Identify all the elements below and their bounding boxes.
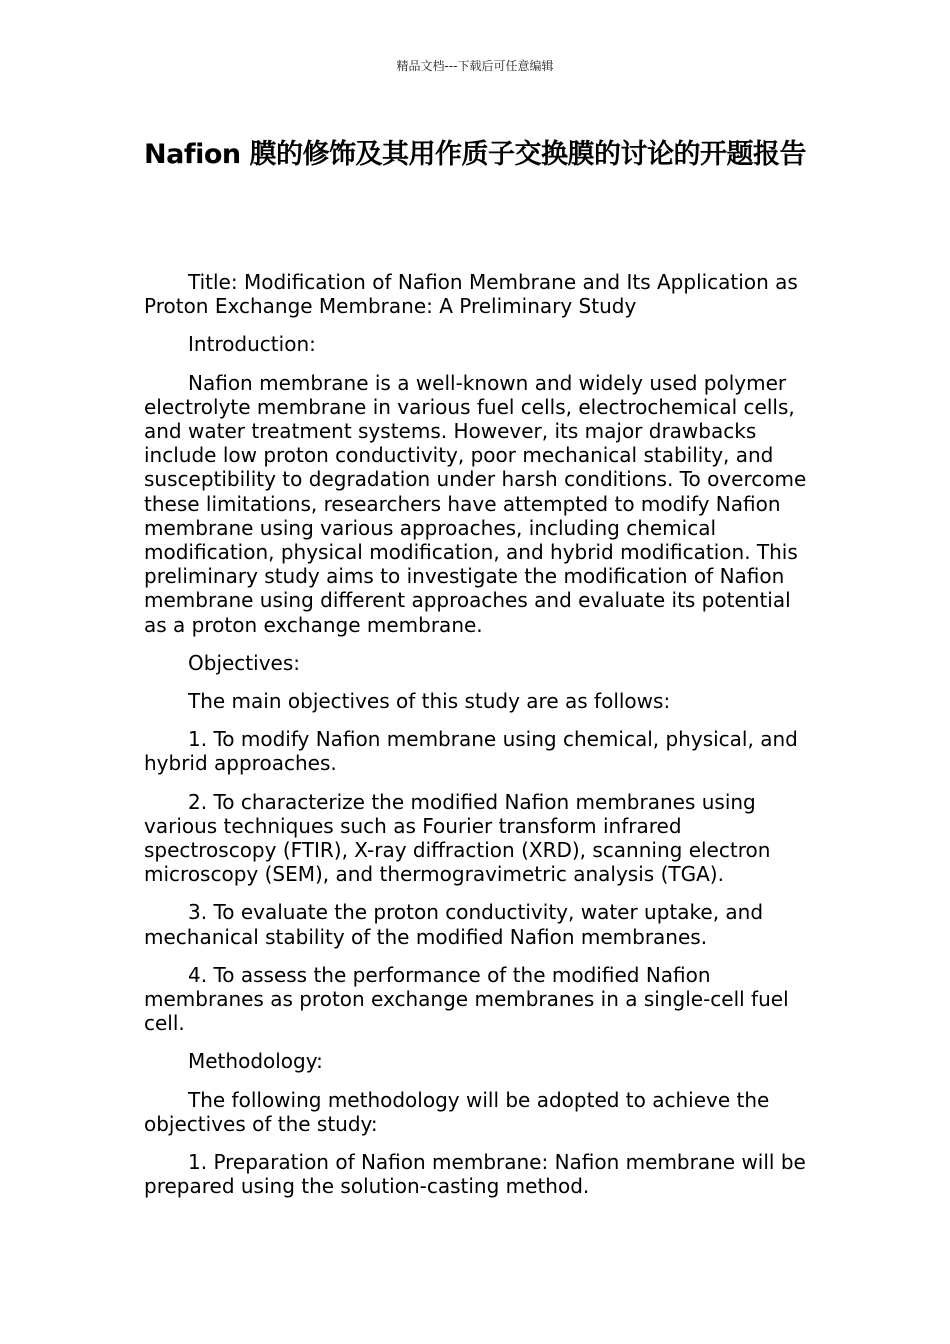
header-watermark: 精品文档---下载后可任意编辑 bbox=[396, 59, 554, 73]
heading-methodology: Methodology: bbox=[188, 1049, 323, 1074]
objective-item-3: 3. To evaluate the proton conductivity, water uptake, and mechanical stability of the modified Nafion membranes. bbox=[144, 900, 764, 949]
document-title: Nafion 膜的修饰及其用作质子交换膜的讨论的开题报告 bbox=[144, 139, 806, 170]
objective-item-1: 1. To modify Nafion membrane using chemical, physical, and hybrid approaches. bbox=[144, 727, 798, 776]
paragraph-title-line: Title: Modification of Nafion Membrane and Its Application as Proton Exchange Membrane: A Preliminary Study bbox=[144, 270, 798, 319]
document-body bbox=[144, 270, 808, 1213]
objective-item-4: 4. To assess the performance of the modified Nafion membranes as proton exchange membranes in a single-cell fuel cell. bbox=[144, 962, 789, 1036]
heading-objectives: Objectives: bbox=[188, 650, 300, 675]
paragraph-introduction: Nafion membrane is a well-known and widely used polymer electrolyte membrane in various fuel cells, electrochemical cells, and water treatment systems. However, its major drawbacks include low proton conductivity, poor mechanical stability, and susceptibility to degradation under harsh conditions. To overcome these limitations, researchers have attempted to modify Nafion membrane using various approaches, including chemical modification, physical modification, and hybrid modification. This preliminary study aims to investigate the modification of Nafion membrane using different approaches and evaluate its potential as a proton exchange membrane. bbox=[144, 370, 807, 637]
paragraph-methodology-intro: The following methodology will be adopted to achieve the objectives of the study: bbox=[144, 1087, 770, 1136]
methodology-item-1: 1. Preparation of Nafion membrane: Nafion membrane will be prepared using the solution-casting method. bbox=[144, 1150, 806, 1199]
objective-item-2: 2. To characterize the modified Nafion membranes using various techniques such as Fourier transform infrared spectroscopy (FTIR), X-ray diffraction (XRD), scanning electron microscopy (SEM), and thermogravimetric analysis (TGA). bbox=[144, 789, 771, 887]
heading-introduction: Introduction: bbox=[188, 332, 316, 357]
paragraph-objectives-intro: The main objectives of this study are as follows: bbox=[188, 689, 671, 714]
